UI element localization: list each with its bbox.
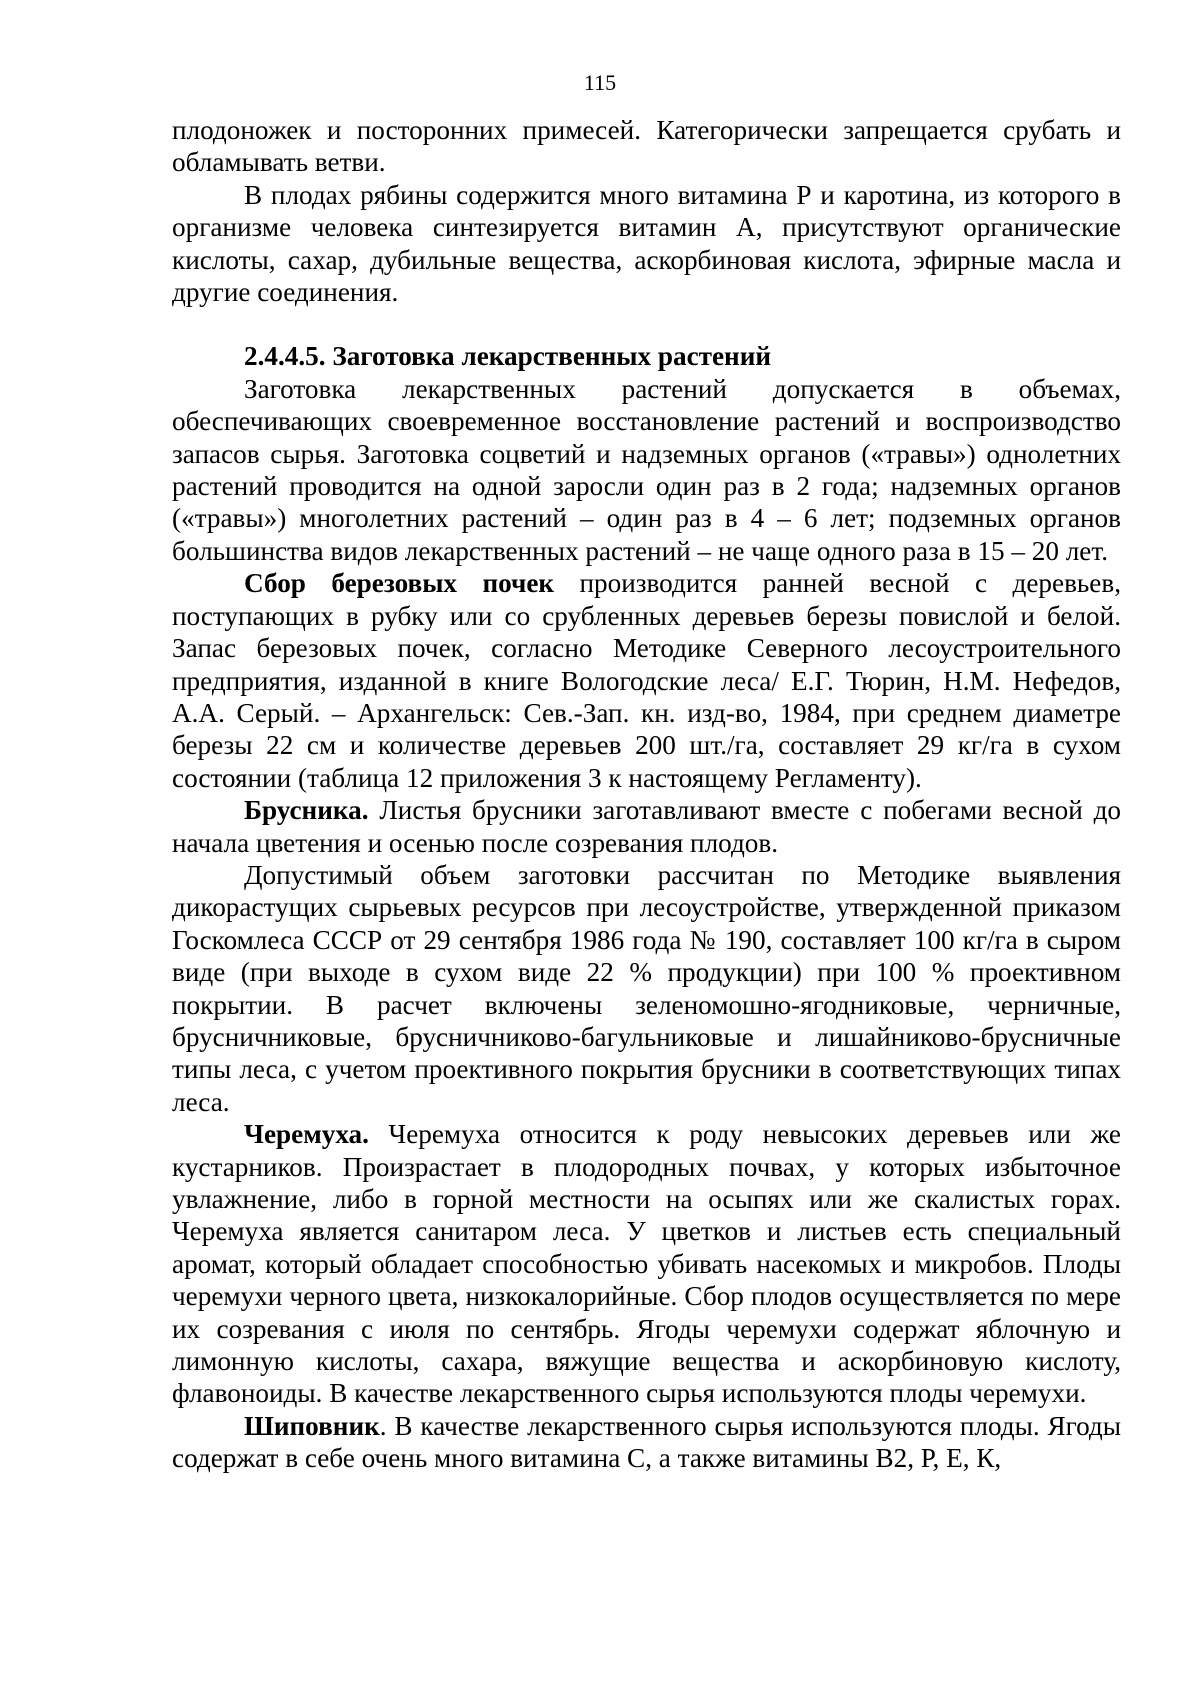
section-heading: 2.4.4.5. Заготовка лекарственных растений [244, 341, 772, 372]
paragraph-lingonberry [172, 794, 1121, 859]
bird-cherry-text: Черемуха относится к роду невысоких деревьев или же кустарников. Произрастает в плодородных почвах, у которых избыточное увлажнение, либо в горной местности на осыпях или же скалистых горах. Черемуха является санитаром леса. У цветков и листьев есть специальный аромат, который обладает способностью убивать насекомых и микробов. Плоды черемухи черного цвета, низкокалорийные. Сбор плодов осуществляется по мере их созревания с июля по сентябрь. Ягоды черемухи содержат яблочную и лимонную кислоты, сахара, вяжущие вещества и аскорбиновую кислоту, флавоноиды. В качестве лекарственного сырья используются плоды черемухи. [172, 1119, 1121, 1409]
birch-buds-text: производится ранней весной с деревьев, поступающих в рубку или со срубленных деревьев березы повислой и белой. Запас березовых почек, согласно Методике Северного лесоустроительного предприятия, изданной в книге Вологодские леса/ Е.Г. Тюрин, Н.М. Нефедов, А.А. Серый. – Архангельск: Сев.-Зап. кн. изд-во, 1984, при среднем диаметре березы 22 см и количестве деревьев 200 шт./га, составляет 29 кг/га в сухом состоянии (таблица 12 приложения 3 к настоящему Регламенту). [172, 568, 1121, 793]
paragraph-rowan: В плодах рябины содержится много витамина Р и каротина, из которого в организме человека синтезируется витамин А, присутствуют органические кислоты, сахар, дубильные вещества, аскорбиновая кислота, эфирные масла и другие соединения. [172, 179, 1121, 308]
paragraph-rosehip [172, 1410, 1121, 1475]
paragraph-bird-cherry [172, 1118, 1121, 1410]
document-body [172, 114, 1121, 1475]
page-number: 115 [583, 70, 617, 95]
paragraph-continuation: плодоножек и посторонних примесей. Категорически запрещается срубать и обламывать ветви. [172, 115, 1121, 178]
paragraph-lingonberry-volume: Допустимый объем заготовки рассчитан по Методике выявления дикорастущих сырьевых ресурсов при лесоустройстве, утвержденной приказом Госкомлеса СССР от 29 сентября 1986 года № 190, составляет 100 кг/га в сыром виде (при выходе в сухом виде 22 % продукции) при 100 % проективном покрытии. В расчет включены зеленомошно-ягодниковые, черничные, брусничниковые, брусничниково-багульниковые и лишайниково-брусничные типы леса, с учетом проективного покрытия брусники в соответствующих типах леса. [172, 859, 1121, 1117]
paragraph-birch-buds [172, 567, 1121, 794]
term-lingonberry: Брусника. [244, 795, 369, 826]
term-bird-cherry: Черемуха. [244, 1119, 369, 1150]
term-rosehip: Шиповник [244, 1410, 380, 1441]
lingonberry-text: Листья брусники заготавливают вместе с побегами весной до начала цветения и осенью после созревания плодов. [172, 795, 1121, 858]
paragraph-section-intro: Заготовка лекарственных растений допускается в объемах, обеспечивающих своевременное восстановление растений и воспроизводство запасов сырья. Заготовка соцветий и надземных органов («травы») однолетних растений проводится на одной заросли один раз в 2 года; надземных органов («травы») многолетних растений – один раз в 4 – 6 лет; подземных органов большинства видов лекарственных растений – не чаще одного раза в 15 – 20 лет. [172, 373, 1121, 566]
rosehip-text: . В качестве лекарственного сырья используются плоды. Ягоды содержат в себе очень много витамина С, а также витамины В2, Р, Е, К, [172, 1410, 1121, 1474]
term-birch-buds: Сбор березовых почек [244, 568, 555, 599]
